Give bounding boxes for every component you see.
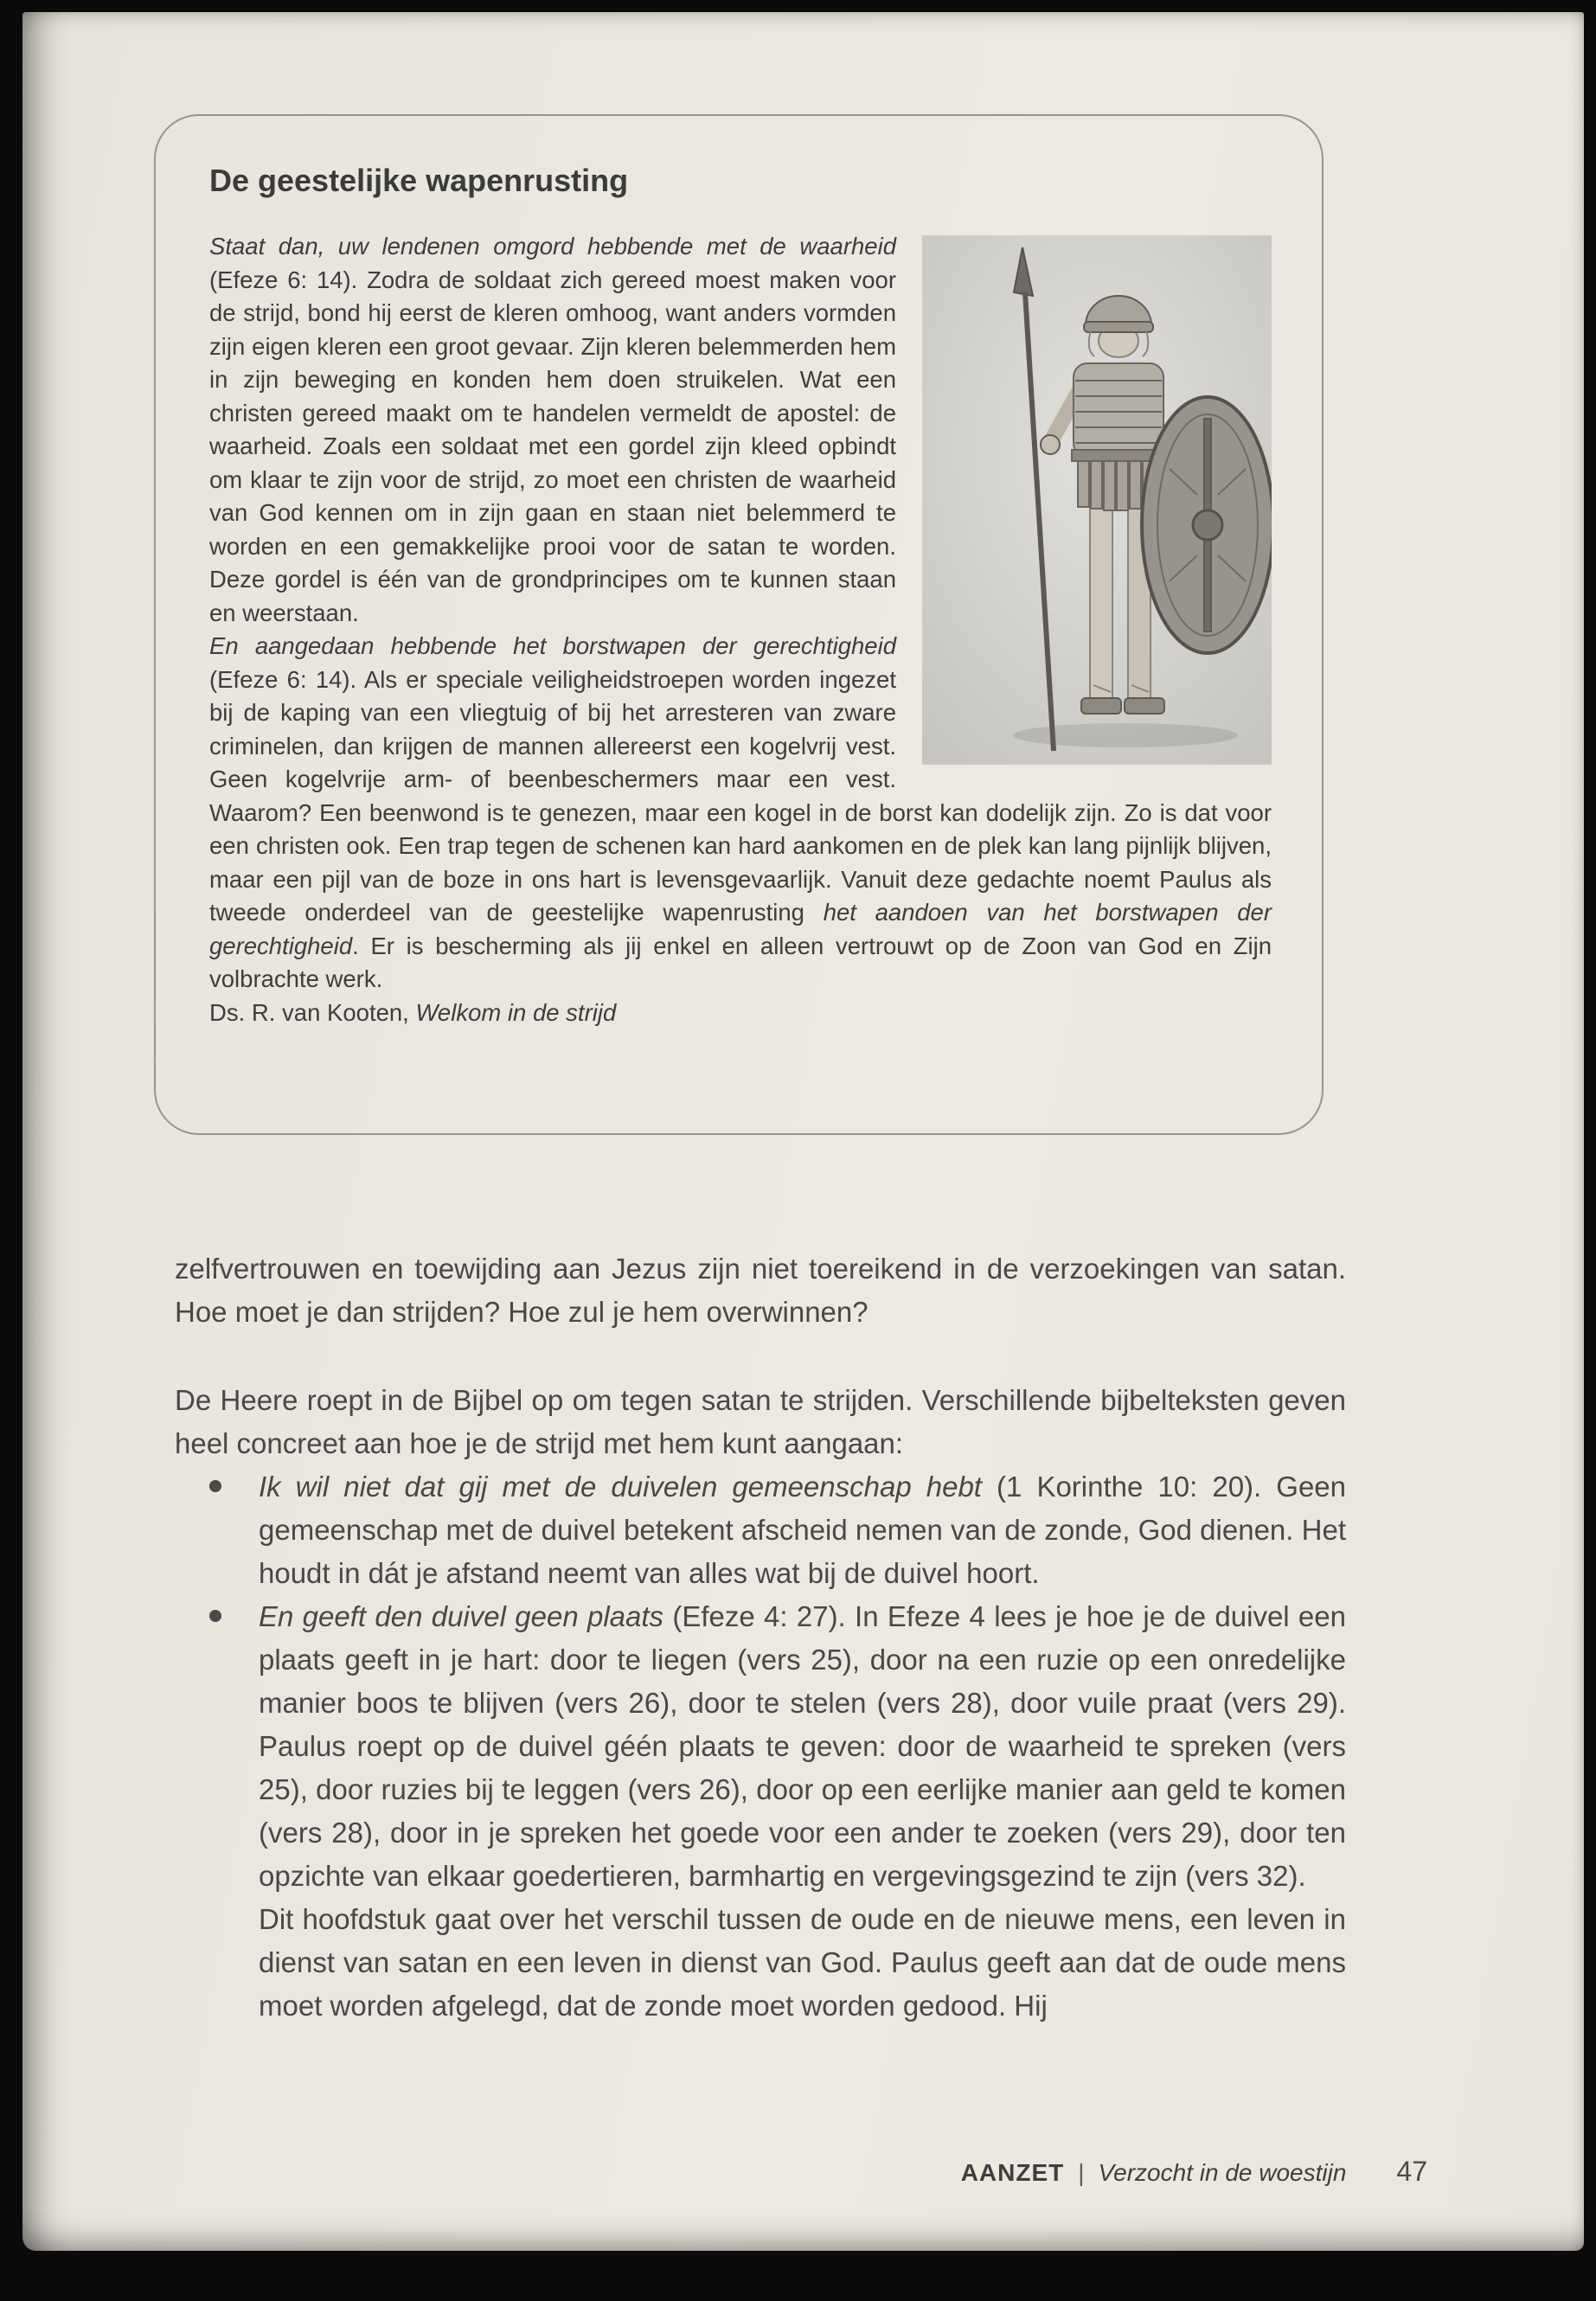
box-paragraph-breastplate-text-1: (Efeze 6: 14). Als er speciale veiligheidstroepen worden ingezet bij de kaping van een vliegtuig of bij het arresteren van zware criminelen, dan krijgen de mannen allereerst een kogelvrij vest. Geen kogelvrije arm- of beenbeschermers maar een vest. Waarom? Een beenwond is te genezen, maar een kogel in de borst kan dodelijk zijn. Zo is dat voor een christen ook. Een trap tegen de schenen kan hard aankomen en de plek kan lang pijnlijk blijven, maar een pijl van de boze in ons hart is levensgevaarlijk. Vanuit deze gedachte noemt Paulus als tweede onderdeel van de geestelijke wapenrusting [209,665,1272,926]
page-footer [175,2156,1427,2188]
box-body [209,230,1272,1029]
armor-text-box [154,114,1324,1135]
list-item-korinthe [175,1465,1346,1595]
main-text [175,1247,1346,2028]
list-item-efeze [175,1595,1346,1898]
bullet-icon [209,1610,221,1622]
verse-quote-korinthe: Ik wil niet dat gij met de duivelen gemeenschap hebt [259,1471,982,1503]
footer-separator: | [1078,2159,1085,2186]
box-paragraph-belt-text: (Efeze 6: 14). Zodra de soldaat zich gereed moest maken voor de strijd, bond hij eerst de kleren omhoog, want anders vormden zijn eigen kleren een groot gevaar. Zijn kleren belemmerden hem in zijn beweging en konden hem doen struikelen. Wat een christen gereed maakt om te handelen vermeldt de apostel: de waarheid. Zoals een soldaat met een gordel zijn kleed opbindt om klaar te zijn voor de strijd, zo moet een christen de waarheid van God kennen om in zijn gaan en staan niet belemmerd te worden en een gemakkelijke prooi voor de satan te worden. Deze gordel is één van de grondprincipes om te kunnen staan en weerstaan. [209,266,896,626]
box-paragraph-breastplate-text-2: . Er is bescherming als jij enkel en alleen vertrouwt op de Zoon van God en Zijn volbrachte werk. [209,932,1272,992]
verse-quote-efeze: En geeft den duivel geen plaats [259,1600,664,1632]
box-attribution [209,997,1272,1030]
bullet-icon [209,1480,221,1492]
roman-soldier-illustration [922,235,1272,765]
author-name: Ds. R. van Kooten, [209,998,416,1026]
verse-text-korinthe: (1 Korinthe 10: 20). Geen gemeenschap met de duivel betekent afscheid nemen van de zonde, God dienen. Het houdt in dát je afstand neemt van alles wat bij de duivel hoort. [259,1471,1346,1589]
paragraph-old-new-man: Dit hoofdstuk gaat over het verschil tussen de oude en de nieuwe mens, een leven in dienst van satan en een leven in dienst van God. Paulus geeft aan dat de oude mens moet worden afgelegd, dat de zonde moet worden gedood. Hij [259,1903,1346,2022]
shield [1142,397,1272,653]
bible-verse-list [175,1465,1346,1898]
book-title: AANZET [960,2159,1065,2186]
page-number: 47 [1396,2156,1427,2187]
scanned-page [22,12,1584,2251]
chapter-title: Verzocht in de woestijn [1098,2159,1347,2186]
bible-quote-breastplate: En aangedaan hebbende het borstwapen der gerechtigheid [209,632,896,659]
ground-shadow [1013,723,1238,747]
bible-quote-belt: Staat dan, uw lendenen omgord hebbende met de waarheid [209,233,896,260]
paragraph-intro: zelfvertrouwen en toewijding aan Jezus zijn niet toereikend in de verzoekingen van satan. Hoe moet je dan strijden? Hoe zul je hem overwinnen? [175,1253,1346,1328]
emphasis-breastplate: het aandoen van het borstwapen der gerechtigheid [209,899,1272,959]
box-title: De geestelijke wapenrusting [209,163,629,198]
soldier-drawing [922,235,1272,765]
verse-text-efeze: (Efeze 4: 27). In Efeze 4 lees je hoe je de duivel een plaats geeft in je hart: door te liegen (vers 25), door na een ruzie op een onredelijke manier boos te blijven (vers 26), door te stelen (vers 28), door vuile praat (vers 29). Paulus roept op de duivel géén plaats te geven: door de waarheid te spreken (vers 25), door ruzies bij te leggen (vers 26), door op een eerlijke manier aan geld te komen (vers 28), door in je spreken het goede voor een ander te zoeken (vers 29), door ten opzichte van elkaar goedertieren, barmhartig en vergevingsgezind te zijn (vers 32). [259,1600,1346,1892]
paragraph-call-to-fight: De Heere roept in de Bijbel op om tegen satan te strijden. Verschillende bijbelteksten geven heel concreet aan hoe je de strijd met hem kunt aangaan: [175,1384,1346,1459]
work-title: Welkom in de strijd [415,998,617,1026]
